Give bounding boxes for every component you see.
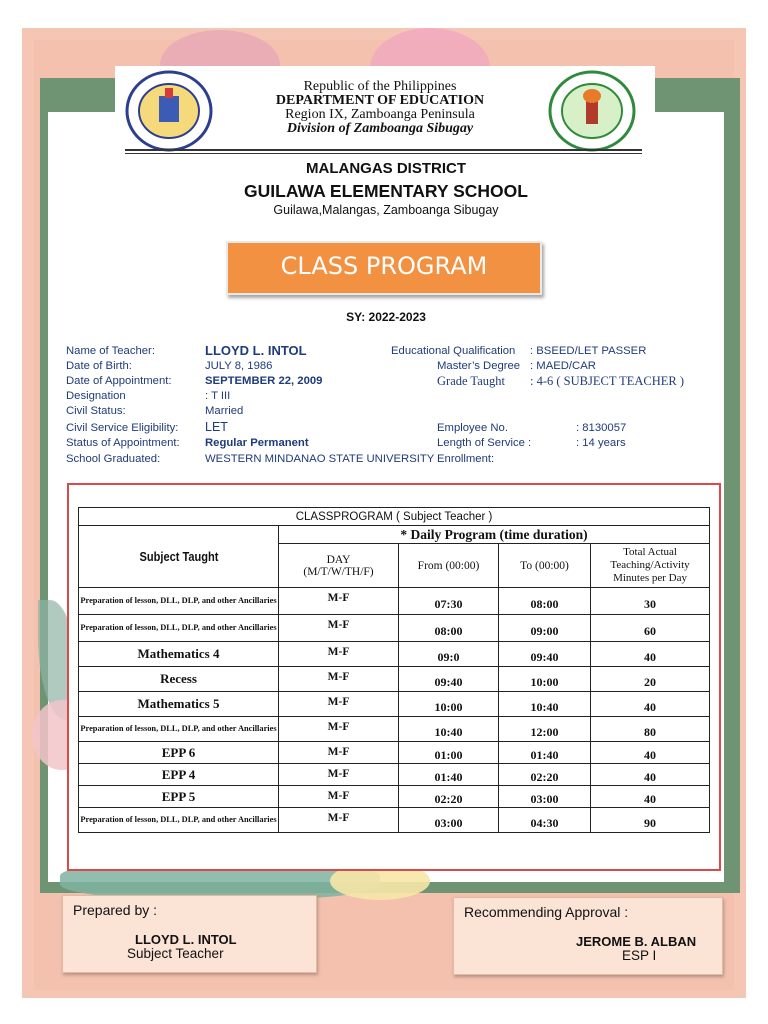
recommending-approval-label: Recommending Approval : [464,904,629,920]
class-program-table [78,507,710,833]
info-label: Grade Taught [437,374,505,388]
table-row [79,742,710,764]
subject-cell: EPP 6 [79,742,279,764]
info-value: : T III [205,390,231,402]
table-row [79,717,710,742]
from-cell: 09:40 [399,667,499,692]
from-cell: 03:00 [399,808,499,833]
header-line-2: DEPARTMENT OF EDUCATION [275,93,485,108]
recommending-approval-name: JEROME B. ALBAN [576,934,697,949]
subject-cell: Mathematics 4 [79,642,279,667]
info-label: Date of Appointment: [66,375,172,387]
to-cell: 04:30 [499,808,591,833]
to-cell: 09:40 [499,642,591,667]
info-label: Civil Service Eligibility: [66,422,179,434]
district-name: MALANGAS DISTRICT [306,160,466,177]
subject-cell: Preparation of lesson, DLL, DLP, and other Ancillaries [79,615,279,642]
subject-cell: Preparation of lesson, DLL, DLP, and other Ancillaries [79,717,279,742]
from-cell: 01:40 [399,764,499,786]
table-row [79,692,710,717]
subject-cell: EPP 5 [79,786,279,808]
subject-header: Subject Taught [94,526,264,588]
day-cell: M-F [279,786,399,808]
recommending-approval-box [453,897,723,975]
minutes-cell: 80 [591,717,710,742]
to-cell: 03:00 [499,786,591,808]
deped-seal-left-icon [125,70,213,152]
from-cell: 10:40 [399,717,499,742]
minutes-cell: 90 [591,808,710,833]
info-value: Married [205,405,244,417]
school-year: SY: 2022-2023 [346,310,426,324]
from-cell: 01:00 [399,742,499,764]
header-line-3: Region IX, Zamboanga Peninsula [285,107,475,122]
header-divider [125,149,642,151]
day-cell: M-F [279,615,399,642]
to-cell: 12:00 [499,717,591,742]
minutes-cell: 40 [591,764,710,786]
day-cell: M-F [279,764,399,786]
table-row [79,764,710,786]
info-label: Name of Teacher: [66,345,155,357]
school-address: Guilawa,Malangas, Zamboanga Sibugay [273,203,499,217]
minutes-cell: 40 [591,642,710,667]
info-label: Master’s Degree [437,360,521,372]
table-row [79,588,710,615]
info-label: Civil Status: [66,405,126,417]
table-row [79,808,710,833]
to-cell: 10:40 [499,692,591,717]
table-row [79,786,710,808]
page-title: CLASS PROGRAM [226,241,542,295]
from-header: From (00:00) [399,544,499,588]
info-label: Employee No. [437,422,508,434]
table-caption: CLASSPROGRAM ( Subject Teacher ) [79,508,710,526]
info-label: Length of Service : [437,437,532,449]
table-row [79,615,710,642]
minutes-cell: 40 [591,786,710,808]
info-value: : 8130057 [576,422,627,434]
table-row [79,667,710,692]
info-label: School Graduated: [66,453,161,465]
info-value: : 4-6 ( SUBJECT TEACHER ) [530,374,685,388]
minutes-cell: 40 [591,742,710,764]
minutes-cell: 30 [591,588,710,615]
to-cell: 08:00 [499,588,591,615]
info-label: Enrollment: [437,453,495,465]
deped-seal-right-icon [548,70,636,152]
day-cell: M-F [279,692,399,717]
minutes-cell: 60 [591,615,710,642]
from-cell: 10:00 [399,692,499,717]
minutes-cell: 20 [591,667,710,692]
to-cell: 09:00 [499,615,591,642]
info-label: Date of Birth: [66,360,132,372]
total-header: Total Actual Teaching/Activity Minutes per Day [591,544,710,588]
from-cell: 09:0 [399,642,499,667]
prepared-by-name: LLOYD L. INTOL [135,932,237,947]
to-header: To (00:00) [499,544,591,588]
header-line-1: Republic of the Philippines [303,79,457,94]
from-cell: 07:30 [399,588,499,615]
info-label: Designation [66,390,126,402]
info-value: Regular Permanent [205,437,309,449]
day-cell: M-F [279,808,399,833]
minutes-cell: 40 [591,692,710,717]
to-cell: 01:40 [499,742,591,764]
info-value: JULY 8, 1986 [205,360,273,372]
info-label: Status of Appointment: [66,437,180,449]
info-value: LET [205,420,228,434]
to-cell: 02:20 [499,764,591,786]
prepared-by-label: Prepared by : [73,902,158,918]
from-cell: 08:00 [399,615,499,642]
info-label: Educational Qualification [391,345,516,357]
header-divider-thin [125,153,642,154]
subject-cell: EPP 4 [79,764,279,786]
from-cell: 02:20 [399,786,499,808]
info-value: : MAED/CAR [530,360,596,372]
subject-cell: Preparation of lesson, DLL, DLP, and other Ancillaries [79,808,279,833]
recommending-approval-position: ESP I [622,948,657,963]
prepared-by-box [62,895,317,973]
info-value: WESTERN MINDANAO STATE UNIVERSITY [205,453,435,465]
day-cell: M-F [279,717,399,742]
table-row [79,642,710,667]
info-value: : 14 years [576,437,626,449]
subject-cell: Recess [79,667,279,692]
info-value: : BSEED/LET PASSER [530,345,647,357]
school-name: GUILAWA ELEMENTARY SCHOOL [244,181,528,201]
subject-cell: Preparation of lesson, DLL, DLP, and other Ancillaries [79,588,279,615]
info-value: LLOYD L. INTOL [205,343,307,358]
day-header: DAY (M/T/W/TH/F) [279,544,399,588]
day-cell: M-F [279,642,399,667]
day-cell: M-F [279,588,399,615]
subject-cell: Mathematics 5 [79,692,279,717]
to-cell: 10:00 [499,667,591,692]
day-cell: M-F [279,667,399,692]
prepared-by-position: Subject Teacher [127,946,224,961]
info-value: SEPTEMBER 22, 2009 [205,375,323,387]
daily-program-header: * Daily Program (time duration) [279,526,710,544]
day-cell: M-F [279,742,399,764]
header-line-4: Division of Zamboanga Sibugay [286,121,474,136]
